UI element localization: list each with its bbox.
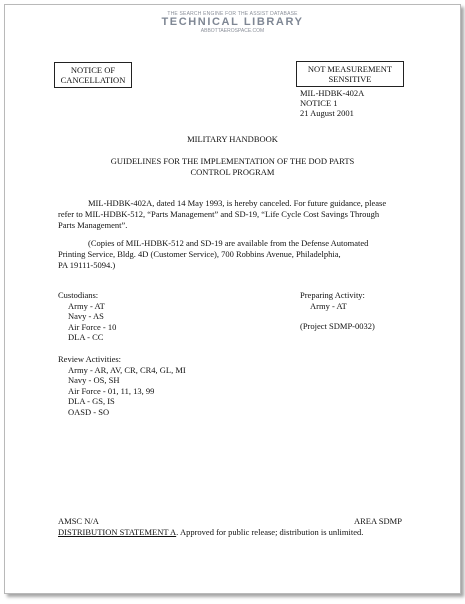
cancellation-line2: refer to MIL-HDBK-512, “Parts Management” and SD-19, “Life Cycle Cost Savings Through bbox=[58, 209, 380, 219]
review-activity-item: Air Force - 01, 11, 13, 99 bbox=[68, 385, 155, 396]
document-title-line1: GUIDELINES FOR THE IMPLEMENTATION OF THE DOD PARTS bbox=[110, 156, 355, 166]
custodians-heading: Custodians: bbox=[58, 290, 99, 300]
technical-library-logo bbox=[5, 11, 460, 34]
logo-tagline: THE SEARCH ENGINE FOR THE ASSIST DATABASE bbox=[167, 11, 298, 17]
distribution-statement bbox=[58, 527, 363, 538]
document-page bbox=[4, 4, 461, 594]
amsc-number: AMSC N/A bbox=[58, 516, 99, 526]
notice-box-line1: NOTICE OF bbox=[70, 65, 116, 75]
area-code: AREA SDMP bbox=[354, 516, 402, 526]
copies-line2: Printing Service, Bldg. 4D (Customer Service), 700 Robbins Avenue, Philadelphia, bbox=[58, 249, 341, 259]
logo-url: ABBOTTAEROSPACE.COM bbox=[200, 28, 265, 34]
copies-line1: (Copies of MIL-HDBK-512 and SD-19 are available from the Defense Automated bbox=[88, 238, 369, 248]
review-activities-heading: Review Activities: bbox=[58, 354, 122, 364]
cancellation-line1: MIL-HDBK-402A, dated 14 May 1993, is hereby canceled. For future guidance, please bbox=[88, 198, 387, 208]
custodian-item: DLA - CC bbox=[68, 332, 104, 342]
custodian-item: Navy - AS bbox=[68, 311, 104, 321]
notice-of-cancellation-box bbox=[54, 62, 132, 88]
review-activities-list bbox=[58, 354, 186, 417]
distribution-statement-text: . Approved for public release; distribution is unlimited. bbox=[176, 527, 364, 537]
sensitivity-box-line1: NOT MEASUREMENT bbox=[307, 64, 393, 74]
review-activity-item: Army - AR, AV, CR, CR4, GL, MI bbox=[68, 364, 186, 375]
measurement-sensitivity-box bbox=[296, 61, 404, 87]
custodian-item: Air Force - 10 bbox=[68, 321, 117, 332]
notice-date: 21 August 2001 bbox=[300, 108, 354, 118]
review-activity-item: Navy - OS, SH bbox=[68, 375, 120, 385]
preparing-activity-value: Army - AT bbox=[310, 300, 347, 311]
cancellation-line3: Parts Management”. bbox=[58, 220, 128, 230]
notice-box-line2: CANCELLATION bbox=[60, 75, 126, 85]
document-identifier bbox=[300, 88, 364, 118]
cancellation-paragraph bbox=[58, 198, 438, 231]
copies-line3: PA 19111-5094.) bbox=[58, 260, 116, 270]
sensitivity-box-line2: SENSITIVE bbox=[328, 74, 372, 84]
preparing-activity-heading: Preparing Activity: bbox=[300, 290, 365, 300]
custodian-item: Army - AT bbox=[68, 300, 105, 311]
logo-name: TECHNICAL LIBRARY bbox=[161, 16, 304, 28]
preparing-activity bbox=[300, 290, 375, 332]
project-number: (Project SDMP-0032) bbox=[300, 321, 375, 331]
copies-paragraph bbox=[58, 238, 438, 271]
notice-number: NOTICE 1 bbox=[300, 98, 338, 108]
document-title-line2: CONTROL PROGRAM bbox=[190, 167, 275, 177]
review-activity-item: OASD - SO bbox=[68, 406, 110, 417]
review-activity-item: DLA - GS, IS bbox=[68, 396, 115, 406]
distribution-statement-label: DISTRIBUTION STATEMENT A bbox=[58, 527, 177, 537]
handbook-heading: MILITARY HANDBOOK bbox=[187, 134, 278, 144]
custodians-list bbox=[58, 290, 116, 343]
document-number: MIL-HDBK-402A bbox=[300, 88, 365, 98]
